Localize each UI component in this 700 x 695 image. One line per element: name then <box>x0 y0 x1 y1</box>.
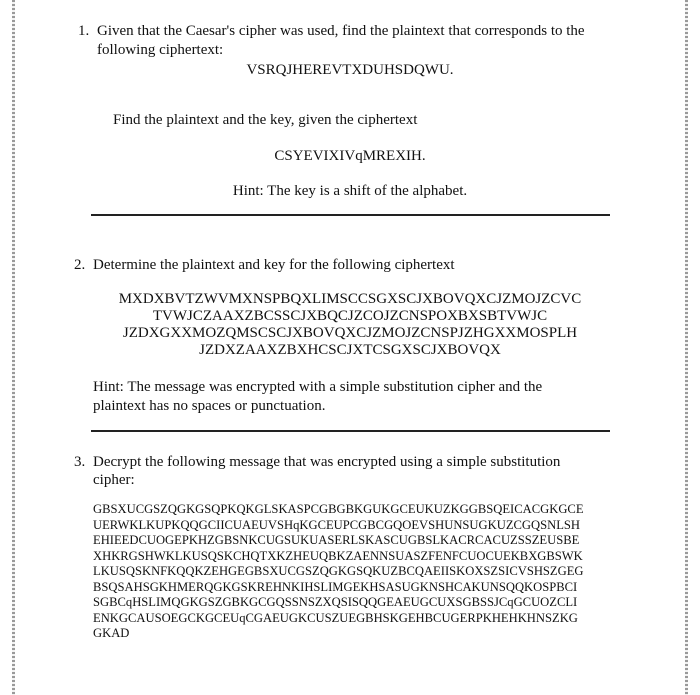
question-1-ciphertext-2: CSYEVIXIVqMREXIH. <box>274 148 426 164</box>
question-3-text-line-1: Decrypt the following message that was encrypted using a simple substitution <box>93 454 561 470</box>
question-1-number: 1. <box>78 23 90 39</box>
cipher-line: MXDXBVTZWVMXNSPBQXLIMSCCSGXSCJXBOVQXCJZMOJZCVC <box>118 291 582 307</box>
cipher-line: SGBCqHSLIMQGKGSZGBKGCGQSSNSZXQSISQQGEAEUGCUXSGBSSJCqGCUOZCLI <box>93 595 578 609</box>
question-1-text-line-1: Given that the Caesar's cipher was used, find the plaintext that corresponds to the <box>97 23 585 39</box>
question-3-number: 3. <box>74 454 86 470</box>
question-1-ciphertext: VSRQJHEREVTXDUHSDQWU. <box>246 62 454 78</box>
cipher-line: GBSXUCGSZQGKGSQPKQKGLSKASPCGBGBKGUKGCEUKUZKGGBSQEICACGKGCE <box>93 502 584 516</box>
separator-rule-2 <box>91 430 610 432</box>
question-1-text-line-2: following ciphertext: <box>97 42 224 58</box>
question-1-hint: Hint: The key is a shift of the alphabet. <box>232 183 468 199</box>
cipher-line: BSQSAHSGKHMERQGKGSKREHNKIHSLIMGEKHSASUGKNSHCAKUNSQQKOSPBCI <box>93 579 578 594</box>
cipher-line: GKAD <box>93 626 130 640</box>
question-2-number: 2. <box>74 257 86 273</box>
cipher-line: JZDXZAAXZBXHCSCJXTCSGXSCJXBOVQX <box>199 342 501 358</box>
question-2-hint-line-1: Hint: The message was encrypted with a simple substitution cipher and the <box>93 379 543 395</box>
cipher-line: JZDXGXXMOZQMSCSCJXBOVQXCJZMOJZCNSPJZHGXXMOSPLH <box>122 325 578 341</box>
question-3-text-line-2: cipher: <box>93 472 135 488</box>
cipher-line: TVWJCZAAXZBCSSCJXBQCJZCOJZCNSPOXBXSBTVWJC <box>152 308 548 324</box>
cipher-line: UERWKLKUPKQQGCIICUAEUVSHqKGCEUPCGBCGQOEVSHUNSUGKUZCGQSNLSH <box>93 517 580 532</box>
question-2-hint-line-2: plaintext has no spaces or punctuation. <box>93 398 326 414</box>
cipher-line: ENKGCAUSOEGCKGCEUqCGAEUGKCUSZUEGBHSKGEHBCUGERPKHEHKHNSZKG <box>93 610 578 625</box>
cipher-line: XHKRGSHWKLKUSQSKCHQTXKZHEUQBKZAENNSUASZFENFCUOCUEKBXGBSWK <box>93 548 583 563</box>
question-1-part-2-text: Find the plaintext and the key, given the ciphertext <box>113 112 418 128</box>
separator-rule-1 <box>91 214 610 216</box>
cipher-line: LKUSQSKNFKQQKZEHGEGBSXUCGSZQGKGSQKUZBCQAEIISKOXSZSICVSHSZGEG <box>93 564 584 578</box>
cipher-line: EHIEEDCUOGEPKHZGBSNKCUGSUKUASERLSKASCUGBSLKACRCACUZSSZEUSBE <box>93 533 580 547</box>
question-2-text: Determine the plaintext and key for the following ciphertext <box>93 257 455 273</box>
